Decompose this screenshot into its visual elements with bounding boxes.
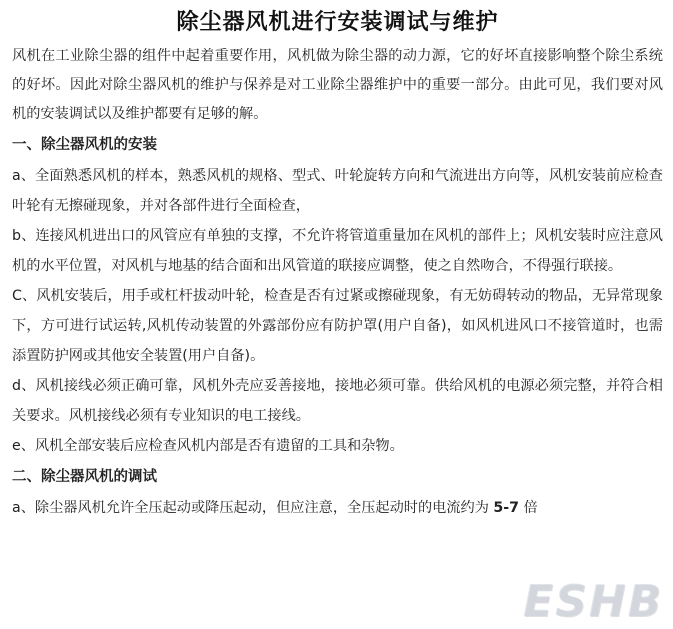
section-heading-installation: 一、除尘器风机的安装	[12, 137, 157, 153]
intro-paragraph: 风机在工业除尘器的组件中起着重要作用，风机做为除尘器的动力源，它的好坏直接影响整个除尘系统的好坏。因此对除尘器风机的维护与保养是对工业除尘器维护中的重要一部分。由此可见，我们要对风机的安装调试以及维护都要有足够的解。	[12, 48, 663, 122]
commission-item-a-text: a、除尘器风机允许全压起动或降压起动，但应注意，全压起动时的电流约为	[12, 500, 494, 516]
section-heading-commissioning: 二、除尘器风机的调试	[12, 469, 157, 485]
install-item-e: e、风机全部安装后应检查风机内部是否有遗留的工具和杂物。	[12, 438, 404, 454]
commission-item-a	[12, 493, 663, 523]
install-item-b: b、连接风机进出口的风管应有单独的支撑，不允许将管道重量加在风机的部件上；风机安装时应注意风机的水平位置，对风机与地基的结合面和出风管道的联接应调整，使之自然吻合，不得强行联接。	[12, 228, 663, 274]
site-watermark-logo: ESHB	[522, 576, 663, 627]
document-title: 除尘器风机进行安装调试与维护	[176, 10, 499, 35]
commission-item-a-tail: 倍	[519, 500, 538, 516]
install-item-a: a、全面熟悉风机的样本，熟悉风机的规格、型式、叶轮旋转方向和气流进出方向等，风机安装前应检查叶轮有无擦碰现象，并对各部件进行全面检查，	[12, 168, 663, 214]
current-multiple: 5-7	[493, 500, 520, 516]
install-item-d: d、风机接线必须正确可靠，风机外壳应妥善接地，接地必须可靠。供给风机的电源必须完整，并符合相关要求。风机接线必须有专业知识的电工接线。	[12, 378, 663, 424]
install-item-c: C、风机安装后，用手或杠杆拔动叶轮，检查是否有过紧或擦碰现象，有无妨碍转动的物品，无异常现象下，方可进行试运转,风机传动装置的外露部份应有防护罩(用户自备)，如风机进风口不接管道时，也需添置防护网或其他安全装置(用户自备)。	[12, 288, 663, 364]
